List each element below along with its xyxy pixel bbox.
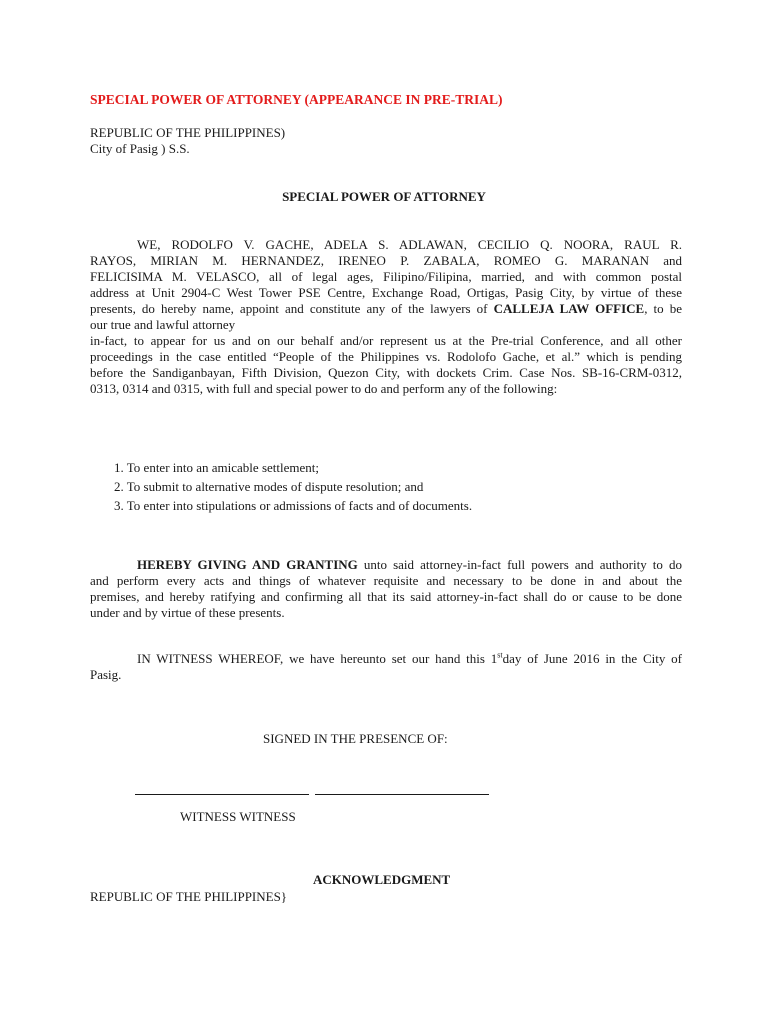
para1-line: our true and lawful attorney <box>90 317 236 332</box>
law-office-name: CALLEJA LAW OFFICE <box>493 301 645 316</box>
para1-line: FELICISIMA M. VELASCO, all of legal ages, Filipino/Filipina, married, and with common postal <box>90 269 682 284</box>
para1-text: presents, do hereby name, appoint and constitute any of the lawyers of <box>90 301 494 316</box>
witness-text: day of June 2016 in the City of <box>502 651 682 666</box>
para1-line: address at Unit 2904-C West Tower PSE Centre, Exchange Road, Ortigas, Pasig City, by virtue of these <box>90 285 682 300</box>
document-title: SPECIAL POWER OF ATTORNEY <box>282 189 486 204</box>
para1-line: RAYOS, MIRIAN M. HERNANDEZ, IRENEO P. ZABALA, ROMEO G. MARANAN and <box>90 253 682 268</box>
powers-list <box>114 458 472 515</box>
appointment-paragraph <box>90 237 682 397</box>
para1-line: before the Sandiganbayan, Fifth Division, Quezon City, with dockets Crim. Case Nos. SB-16-CRM-0312, <box>90 365 682 380</box>
list-item: 1. To enter into an amicable settlement; <box>114 460 319 475</box>
venue-line-2: City of Pasig ) S.S. <box>90 141 190 156</box>
para1-line: WE, RODOLFO V. GACHE, ADELA S. ADLAWAN, CECILIO Q. NOORA, RAUL R. <box>137 237 682 252</box>
list-item: 3. To enter into stipulations or admissions of facts and of documents. <box>114 498 473 513</box>
para1-line: proceedings in the case entitled “People of the Philippines vs. Rodolofo Gache, et al.” which is pending <box>90 349 682 364</box>
granting-clause: HEREBY GIVING AND GRANTING <box>137 557 358 572</box>
witness-signature-line <box>135 782 309 795</box>
para1-line: 0313, 0314 and 0315, with full and special power to do and perform any of the following: <box>90 381 558 396</box>
document-heading: SPECIAL POWER OF ATTORNEY (APPEARANCE IN PRE-TRIAL) <box>90 92 503 107</box>
acknowledgment-venue: REPUBLIC OF THE PHILIPPINES} <box>90 889 288 904</box>
para2-line <box>90 557 682 573</box>
para2-line: under and by virtue of these presents. <box>90 605 285 620</box>
acknowledgment-title: ACKNOWLEDGMENT <box>313 872 451 887</box>
witness-signature-lines <box>135 782 489 799</box>
witness-line: Pasig. <box>90 667 122 682</box>
witness-signature-line <box>315 782 489 795</box>
para1-line: in-fact, to appear for us and on our behalf and/or represent us at the Pre-trial Conference, and all other <box>90 333 682 348</box>
para1-line <box>90 301 682 317</box>
witness-line <box>90 651 682 667</box>
para2-text: unto said attorney-in-fact full powers and authority to do <box>357 557 682 572</box>
venue-line-1: REPUBLIC OF THE PHILIPPINES) <box>90 125 286 140</box>
signed-presence-label: SIGNED IN THE PRESENCE OF: <box>263 731 448 746</box>
para2-line: and perform every acts and things of whatever requisite and necessary to be done in and about the <box>90 573 682 588</box>
date-ordinal: st <box>497 650 503 660</box>
granting-paragraph <box>90 557 682 621</box>
witness-paragraph <box>90 651 682 683</box>
list-item: 2. To submit to alternative modes of dispute resolution; and <box>114 479 424 494</box>
witness-text: IN WITNESS WHEREOF, we have hereunto set our hand this 1 <box>137 651 498 666</box>
para2-line: premises, and hereby ratifying and confirming all that its said attorney-in-fact shall do or cause to be done <box>90 589 682 604</box>
para1-text: , to be <box>644 301 682 316</box>
witness-labels: WITNESS WITNESS <box>180 809 296 824</box>
